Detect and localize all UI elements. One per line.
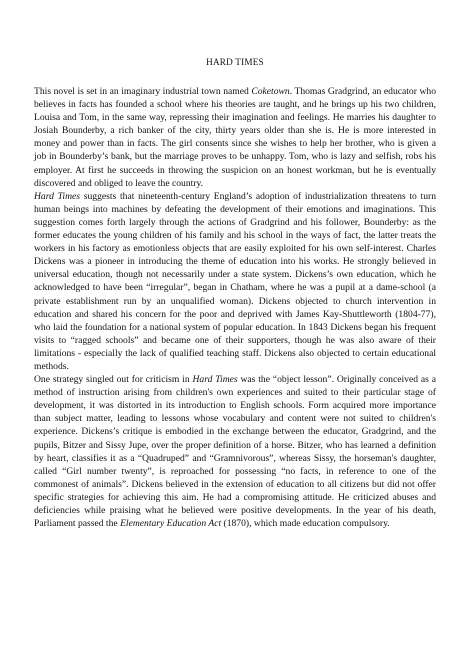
italic-text-run: Hard Times — [192, 374, 238, 386]
paragraph-object-lesson — [34, 373, 436, 530]
paragraph-summary — [34, 85, 436, 190]
italic-text-run: Elementary Education Act — [120, 518, 222, 530]
italic-text-run: Coketown — [251, 86, 290, 97]
italic-text-run: Hard Times — [34, 190, 81, 202]
document-title: HARD TIMES — [206, 57, 264, 67]
text-run: was the “object lesson”. Originally conceived as a method of instruction arising from children's own experiences and suited to their particular stage of development, it was distorted in its introduction to English schools. Form acquired more importance than subject matter, leading to lessons whose vocabulary and content were not suited to children's experience. Dickens’s critique is embodied in the exchange between the educator, Gradgrind, and the pupils, Bitzer and Sissy Jupe, over the proper definition of a horse. Bitzer, who has learned a definition by heart, classifies it as a “Quadruped” and “Gramnivorous”, whereas Sissy, the horseman's daughter, called “Girl number twenty”, is reproached for possessing “no facts, in reference to one of the commonest of animals”. Dickens believed in the extension of education to all citizens but did not offer specific strategies for achieving this aim. He had a compromising attitude. He criticized abuses and deficiencies while praising what he believed were positive developments. In the year of his death, Parliament passed the — [34, 374, 436, 530]
text-run: . Thomas Gradgrind, an educator who believes in facts has founded a school where his theories are taught, and he brings up his two children, Louisa and Tom, in the same way, repressing their imagination and feelings. He marries his daughter to Josiah Bounderby, a rich banker of the city, thirty years older than she is. He is more interested in money and power than in facts. The girl consents since she wishes to help her brother, who is given a job in Bounderby’s bank, but the marriage proves to be unhappy. Tom, who is lazy and selfish, robs his employer. At first he succeeds in throwing the suspicion on an honest workman, but he is eventually discovered and obliged to leave the country. — [34, 86, 436, 189]
text-run: suggests that nineteenth-century England’s adoption of industrialization threatens to turn human beings into machines by defeating the development of their emotions and imaginations. This suggestion comes forth largely through the actions of Gradgrind and his follower, Bounderby: as the former educates the young children of his family and his school in the ways of fact, the latter treats the workers in his factory as emotionless objects that are easily exploited for his own self-interest. Charles Dickens was a pioneer in introducing the theme of education into his works. He strongly believed in universal education, though not necessarily under a state system. Dickens’s own education, which he acknowledged to have been “irregular”, began in Chatham, where he was a pupil at a dame-school (a private establishment run by an unqualified woman). Dickens objected to church intervention in education and shared his concern for the poor and deprived with James Kay-Shuttleworth (1804-77), who laid the foundation for a national system of popular education. In 1843 Dickens began his frequent visits to “ragged schools” and became one of their supporters, though he was also aware of their limitations - especially the lack of qualified teaching staff. Dickens also objected to certain educational methods. — [34, 190, 436, 372]
text-run: One strategy singled out for criticism in — [34, 374, 193, 386]
paragraph-analysis — [34, 190, 436, 373]
text-run: This novel is set in an imaginary industrial town named — [34, 86, 252, 97]
text-run: (1870), which made education compulsory. — [221, 518, 390, 530]
document-page — [34, 56, 436, 530]
